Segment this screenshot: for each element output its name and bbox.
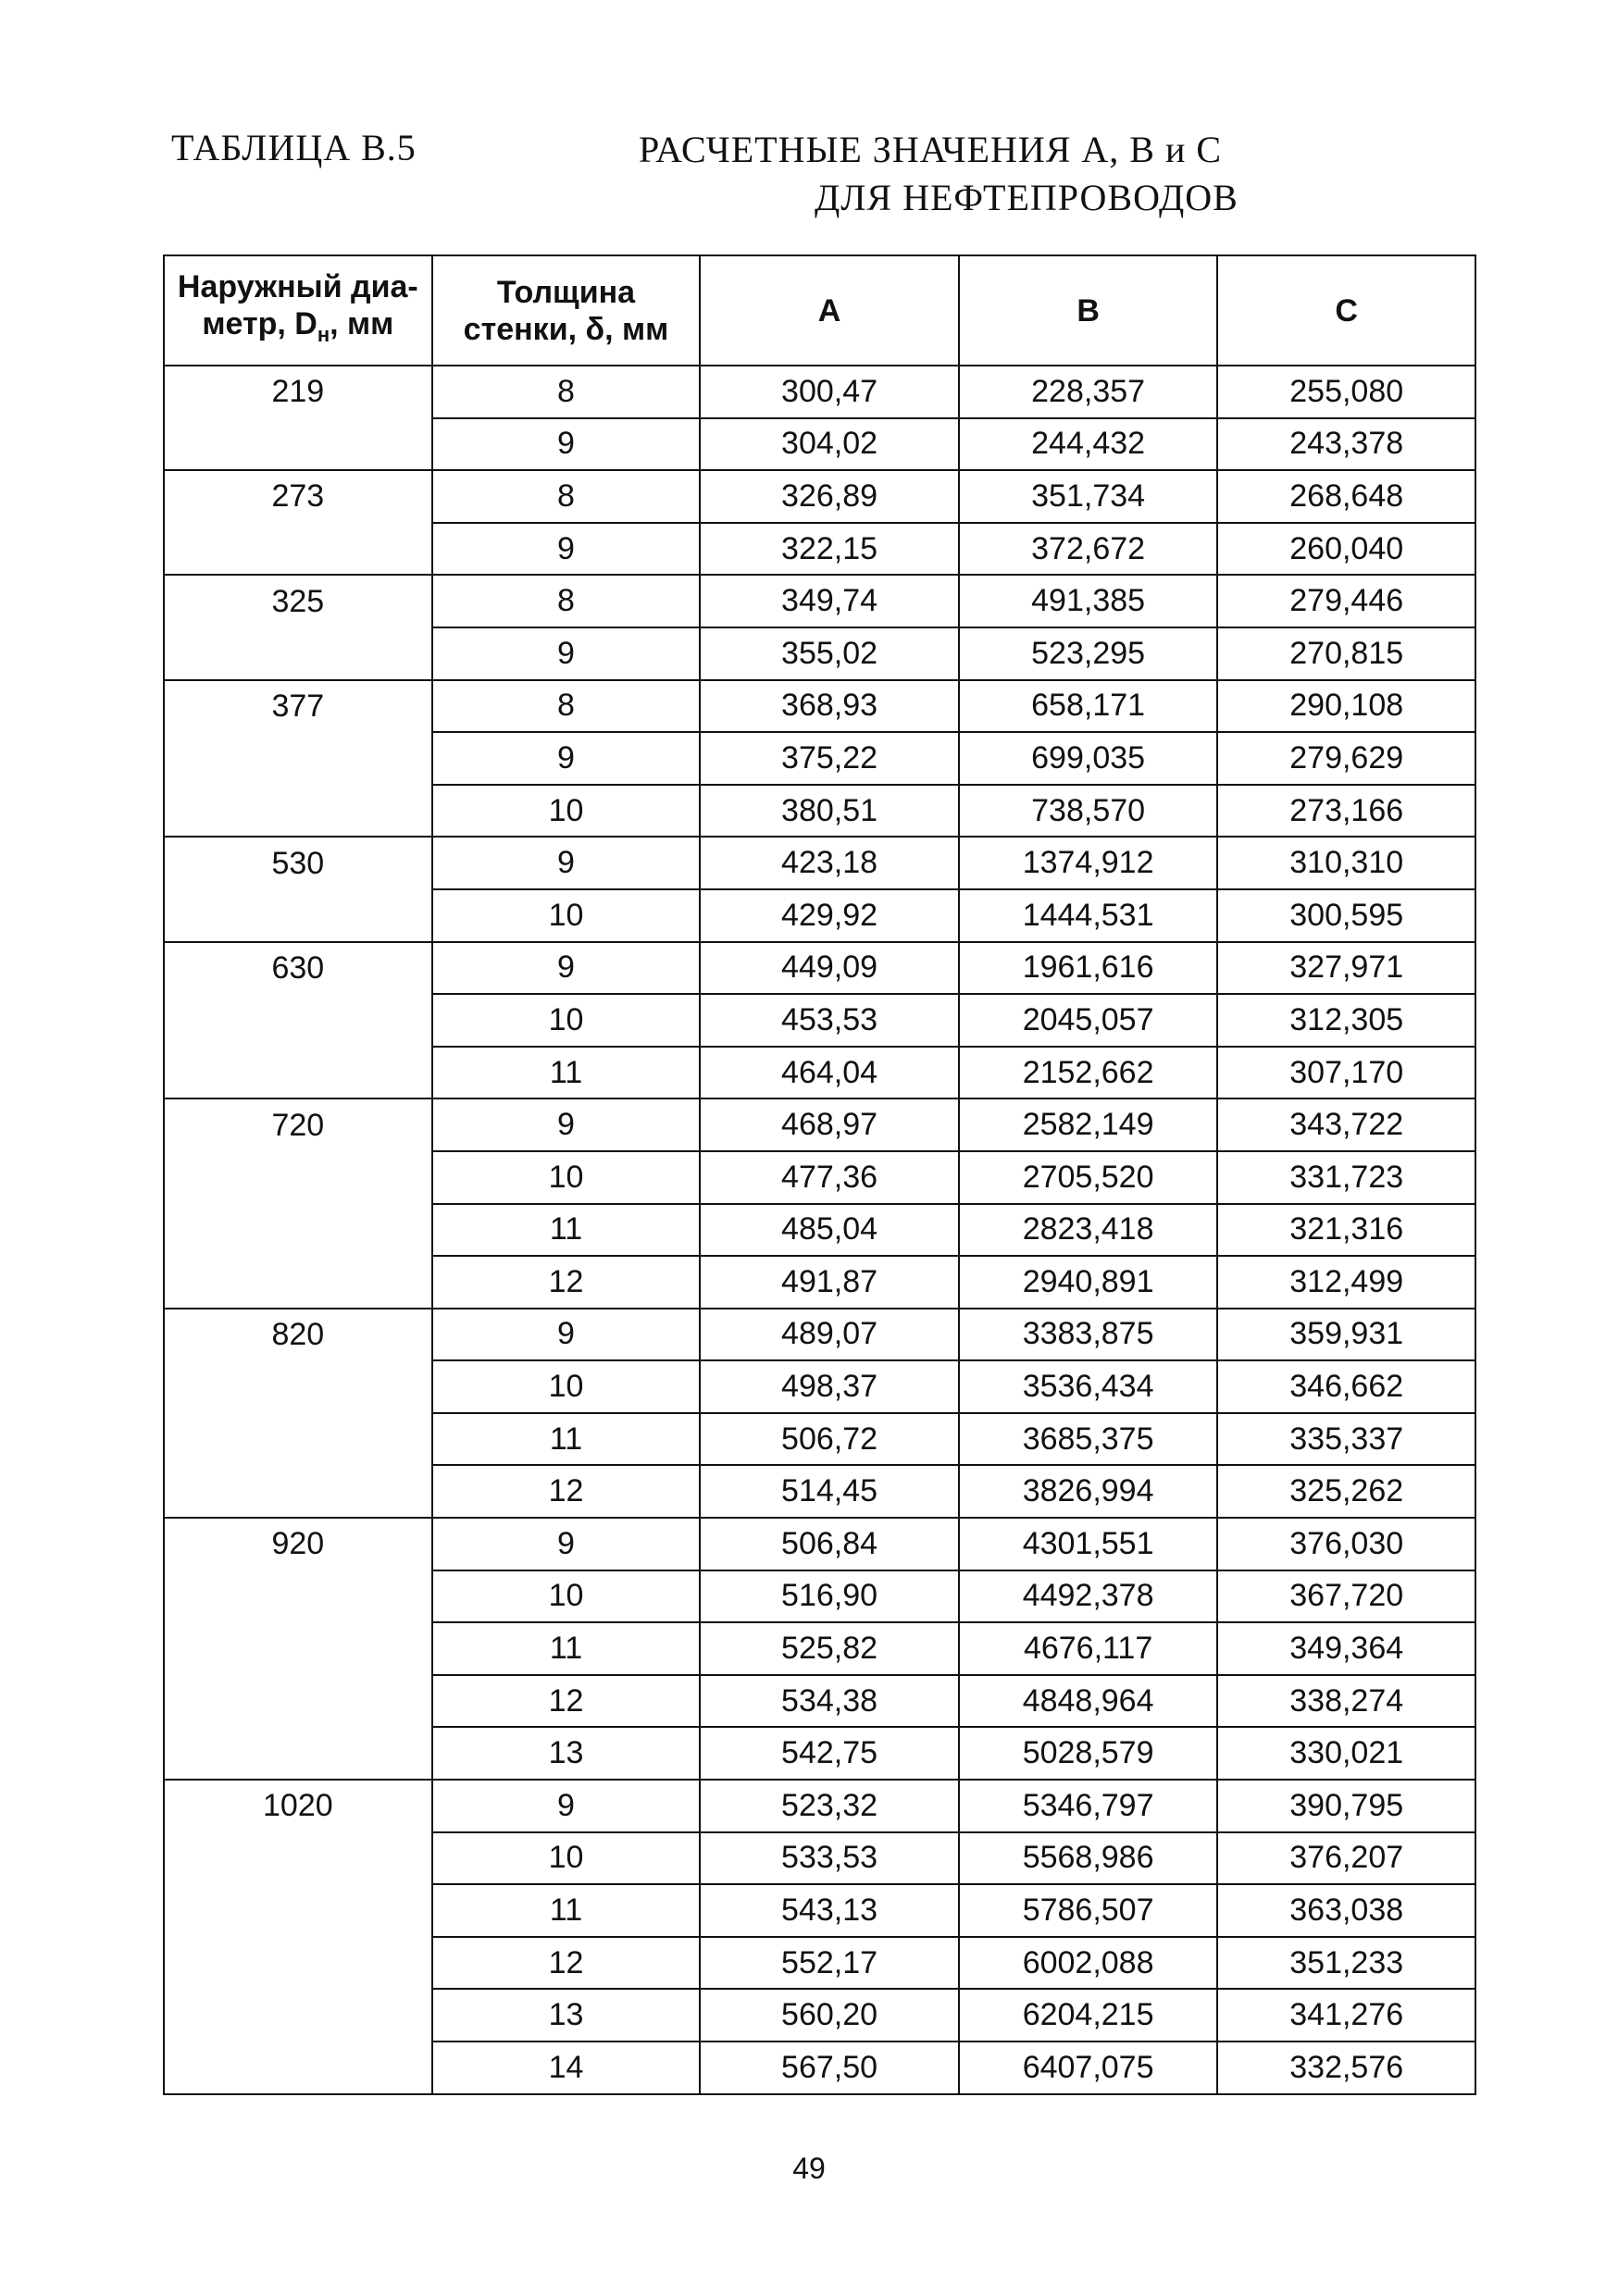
table-row [164,1047,1475,1099]
table-row [164,1256,1475,1309]
cell-b: 658,171 [959,680,1218,733]
cell-c: 279,629 [1217,732,1475,785]
cell-diameter [164,994,432,1047]
cell-diameter [164,1989,432,2042]
cell-a: 533,53 [700,1832,959,1885]
cell-b: 491,385 [959,575,1218,627]
cell-diameter: 219 [164,366,432,418]
cell-b: 2152,662 [959,1047,1218,1099]
cell-b: 1961,616 [959,942,1218,995]
cell-c: 376,030 [1217,1518,1475,1570]
cell-b: 3536,434 [959,1360,1218,1413]
cell-diameter [164,1727,432,1780]
cell-b: 6002,088 [959,1937,1218,1990]
cell-c: 310,310 [1217,837,1475,889]
table-title [639,126,1435,222]
cell-diameter [164,1047,432,1099]
cell-b: 228,357 [959,366,1218,418]
cell-c: 325,262 [1217,1465,1475,1518]
cell-a: 300,47 [700,366,959,418]
column-header-thickness: Толщина стенки, δ, мм [432,255,701,366]
cell-thickness: 12 [432,1256,701,1309]
cell-c: 290,108 [1217,680,1475,733]
table-row [164,889,1475,942]
cell-a: 464,04 [700,1047,959,1099]
cell-a: 552,17 [700,1937,959,1990]
table-row [164,1570,1475,1623]
table-title-line1: РАСЧЕТНЫЕ ЗНАЧЕНИЯ А, В и С [639,129,1223,170]
cell-thickness: 10 [432,1570,701,1623]
cell-a: 326,89 [700,470,959,523]
cell-thickness: 11 [432,1622,701,1675]
cell-a: 491,87 [700,1256,959,1309]
table-row [164,2042,1475,2094]
cell-a: 380,51 [700,785,959,838]
cell-c: 307,170 [1217,1047,1475,1099]
table-row [164,1465,1475,1518]
cell-thickness: 9 [432,1309,701,1361]
cell-b: 5028,579 [959,1727,1218,1780]
cell-diameter [164,1151,432,1204]
cell-thickness: 10 [432,1360,701,1413]
cell-b: 2705,520 [959,1151,1218,1204]
table-row [164,1937,1475,1990]
cell-c: 331,723 [1217,1151,1475,1204]
cell-diameter: 1020 [164,1780,432,1832]
cell-diameter [164,1884,432,1937]
cell-b: 3685,375 [959,1413,1218,1466]
cell-thickness: 11 [432,1413,701,1466]
cell-b: 523,295 [959,627,1218,680]
cell-b: 699,035 [959,732,1218,785]
cell-diameter [164,1413,432,1466]
table-row [164,418,1475,471]
cell-a: 523,32 [700,1780,959,1832]
cell-a: 514,45 [700,1465,959,1518]
cell-thickness: 12 [432,1937,701,1990]
cell-c: 335,337 [1217,1413,1475,1466]
cell-thickness: 9 [432,1098,701,1151]
cell-b: 351,734 [959,470,1218,523]
cell-a: 322,15 [700,523,959,576]
cell-a: 567,50 [700,2042,959,2094]
cell-thickness: 9 [432,1780,701,1832]
cell-a: 355,02 [700,627,959,680]
cell-b: 4848,964 [959,1675,1218,1728]
cell-diameter [164,627,432,680]
cell-thickness: 10 [432,994,701,1047]
cell-c: 330,021 [1217,1727,1475,1780]
cell-c: 268,648 [1217,470,1475,523]
cell-a: 304,02 [700,418,959,471]
cell-diameter: 325 [164,575,432,627]
cell-c: 346,662 [1217,1360,1475,1413]
cell-b: 5346,797 [959,1780,1218,1832]
cell-c: 332,576 [1217,2042,1475,2094]
table-row [164,575,1475,627]
cell-diameter: 820 [164,1309,432,1361]
cell-b: 1444,531 [959,889,1218,942]
cell-thickness: 10 [432,785,701,838]
cell-c: 300,595 [1217,889,1475,942]
cell-diameter [164,1204,432,1257]
table-row [164,1360,1475,1413]
cell-a: 449,09 [700,942,959,995]
cell-c: 273,166 [1217,785,1475,838]
cell-thickness: 11 [432,1884,701,1937]
cell-diameter: 720 [164,1098,432,1151]
cell-a: 542,75 [700,1727,959,1780]
cell-thickness: 10 [432,1832,701,1885]
table-row [164,1151,1475,1204]
table-row [164,1204,1475,1257]
cell-thickness: 8 [432,366,701,418]
cell-diameter [164,732,432,785]
table-title-line2: ДЛЯ НЕФТЕПРОВОДОВ [815,177,1238,218]
cell-thickness: 9 [432,1518,701,1570]
cell-thickness: 12 [432,1465,701,1518]
table-row [164,837,1475,889]
cell-diameter [164,2042,432,2094]
cell-c: 279,446 [1217,575,1475,627]
cell-a: 375,22 [700,732,959,785]
cell-thickness: 14 [432,2042,701,2094]
cell-thickness: 11 [432,1204,701,1257]
cell-thickness: 9 [432,627,701,680]
table-row [164,785,1475,838]
cell-a: 506,72 [700,1413,959,1466]
cell-a: 525,82 [700,1622,959,1675]
table-body [164,366,1475,2094]
table-row [164,470,1475,523]
cell-diameter [164,1622,432,1675]
cell-a: 468,97 [700,1098,959,1151]
cell-c: 338,274 [1217,1675,1475,1728]
table-row [164,1989,1475,2042]
page-number: 49 [792,2152,826,2185]
cell-diameter [164,1256,432,1309]
cell-diameter [164,418,432,471]
cell-c: 243,378 [1217,418,1475,471]
table-row [164,1884,1475,1937]
cell-c: 312,499 [1217,1256,1475,1309]
cell-c: 260,040 [1217,523,1475,576]
table-row [164,1309,1475,1361]
cell-a: 368,93 [700,680,959,733]
column-header-b: B [959,255,1218,366]
cell-c: 321,316 [1217,1204,1475,1257]
header-row [164,255,1475,366]
column-header-c: C [1217,255,1475,366]
cell-thickness: 8 [432,680,701,733]
table-row [164,1727,1475,1780]
table-row [164,1413,1475,1466]
cell-thickness: 8 [432,470,701,523]
column-header-diameter: Наружный диа- метр, $D_н$, мм [164,255,432,366]
cell-diameter: 920 [164,1518,432,1570]
cell-b: 1374,912 [959,837,1218,889]
table-row [164,1675,1475,1728]
cell-b: 3383,875 [959,1309,1218,1361]
cell-a: 349,74 [700,575,959,627]
cell-thickness: 9 [432,732,701,785]
cell-thickness: 9 [432,418,701,471]
cell-a: 485,04 [700,1204,959,1257]
cell-diameter [164,785,432,838]
table-row [164,1098,1475,1151]
table-row [164,523,1475,576]
cell-a: 516,90 [700,1570,959,1623]
cell-thickness: 13 [432,1727,701,1780]
cell-b: 4301,551 [959,1518,1218,1570]
cell-b: 738,570 [959,785,1218,838]
cell-c: 390,795 [1217,1780,1475,1832]
cell-b: 244,432 [959,418,1218,471]
table-row [164,942,1475,995]
cell-c: 255,080 [1217,366,1475,418]
cell-diameter: 630 [164,942,432,995]
cell-diameter [164,1360,432,1413]
cell-a: 423,18 [700,837,959,889]
cell-a: 506,84 [700,1518,959,1570]
cell-b: 5568,986 [959,1832,1218,1885]
cell-diameter [164,1937,432,1990]
table-row [164,680,1475,733]
column-header-a: A [700,255,959,366]
cell-thickness: 8 [432,575,701,627]
cell-b: 2823,418 [959,1204,1218,1257]
cell-diameter: 377 [164,680,432,733]
cell-b: 3826,994 [959,1465,1218,1518]
cell-b: 2582,149 [959,1098,1218,1151]
cell-diameter [164,889,432,942]
table-row [164,1622,1475,1675]
cell-b: 2045,057 [959,994,1218,1047]
cell-c: 341,276 [1217,1989,1475,2042]
cell-a: 477,36 [700,1151,959,1204]
cell-thickness: 10 [432,1151,701,1204]
cell-c: 363,038 [1217,1884,1475,1937]
cell-c: 349,364 [1217,1622,1475,1675]
cell-thickness: 13 [432,1989,701,2042]
cell-b: 4492,378 [959,1570,1218,1623]
cell-thickness: 11 [432,1047,701,1099]
table-row [164,1780,1475,1832]
cell-a: 453,53 [700,994,959,1047]
table-row [164,1518,1475,1570]
cell-a: 429,92 [700,889,959,942]
cell-thickness: 10 [432,889,701,942]
cell-c: 270,815 [1217,627,1475,680]
cell-b: 4676,117 [959,1622,1218,1675]
cell-thickness: 9 [432,523,701,576]
cell-thickness: 12 [432,1675,701,1728]
cell-c: 351,233 [1217,1937,1475,1990]
table-label: ТАБЛИЦА В.5 [171,127,417,168]
cell-thickness: 9 [432,837,701,889]
cell-c: 376,207 [1217,1832,1475,1885]
cell-b: 6407,075 [959,2042,1218,2094]
cell-b: 372,672 [959,523,1218,576]
values-table [163,254,1476,2095]
cell-c: 327,971 [1217,942,1475,995]
cell-diameter [164,1675,432,1728]
table-row [164,627,1475,680]
cell-c: 312,305 [1217,994,1475,1047]
cell-diameter: 530 [164,837,432,889]
table-row [164,1832,1475,1885]
cell-diameter [164,1465,432,1518]
cell-diameter [164,1570,432,1623]
cell-a: 534,38 [700,1675,959,1728]
cell-c: 359,931 [1217,1309,1475,1361]
cell-a: 489,07 [700,1309,959,1361]
cell-b: 5786,507 [959,1884,1218,1937]
cell-thickness: 9 [432,942,701,995]
table-row [164,994,1475,1047]
cell-a: 498,37 [700,1360,959,1413]
cell-c: 367,720 [1217,1570,1475,1623]
cell-c: 343,722 [1217,1098,1475,1151]
cell-a: 560,20 [700,1989,959,2042]
cell-diameter: 273 [164,470,432,523]
cell-diameter [164,1832,432,1885]
cell-b: 6204,215 [959,1989,1218,2042]
cell-diameter [164,523,432,576]
table-row [164,732,1475,785]
cell-a: 543,13 [700,1884,959,1937]
cell-b: 2940,891 [959,1256,1218,1309]
table-row [164,366,1475,418]
